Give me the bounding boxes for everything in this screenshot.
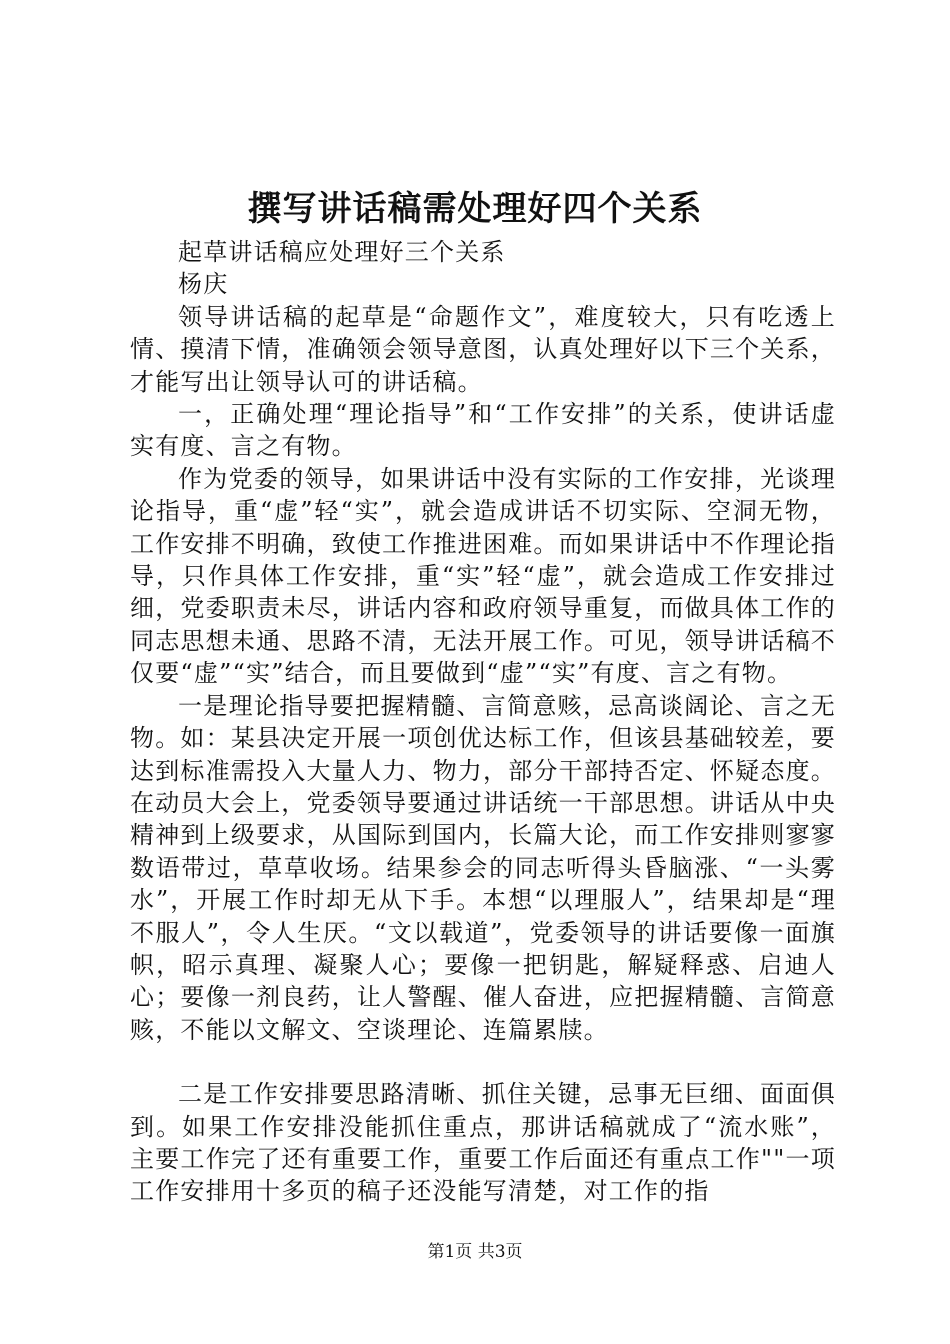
page-footer: 第1页 共3页 <box>427 1242 523 1262</box>
body-paragraph: 二是工作安排要思路清晰、抓住关键，忌事无巨细、面面俱到。如果工作安排没能抓住重点，那讲话稿就成了“流水账”，主要工作完了还有重要工作，重要工作后面还有重点工作""一项工作安排用十多页的稿子还没能写清楚，对工作的指 <box>130 1080 836 1206</box>
intro-paragraph: 领导讲话稿的起草是“命题作文”，难度较大，只有吃透上情、摸清下情，准确领会领导意图，认真处理好以下三个关系，才能写出让领导认可的讲话稿。 <box>130 302 836 396</box>
body-paragraph: 一是理论指导要把握精髓、言简意赅，忌高谈阔论、言之无物。如：某县决定开展一项创优达标工作，但该县基础较差，要达到标准需投入大量人力、物力，部分干部持否定、怀疑态度。在动员大会上，党委领导要通过讲话统一干部思想。讲话从中央精神到上级要求，从国际到国内，长篇大论，而工作安排则寥寥数语带过，草草收场。结果参会的同志听得头昏脑涨、“一头雾水”，开展工作时却无从下手。本想“以理服人”，结果却是“理不服人”，令人生厌。“文以载道”，党委领导的讲话要像一面旗帜，昭示真理、凝聚人心；要像一把钥匙，解疑释惑、启迪人心；要像一剂良药，让人警醒、催人奋进，应把握精髓、言简意赅，不能以文解文、空谈理论、连篇累牍。 <box>130 691 836 1044</box>
body-paragraph: 作为党委的领导，如果讲话中没有实际的工作安排，光谈理论指导，重“虚”轻“实”，就会造成讲话不切实际、空洞无物，工作安排不明确，致使工作推进困难。而如果讲话中不作理论指导，只作具体工作安排，重“实”轻“虚”，就会造成工作安排过细，党委职责未尽，讲话内容和政府领导重复，而做具体工作的同志思想未通、思路不清，无法开展工作。可见，领导讲话稿不仅要“虚”“实”结合，而且要做到“虚”“实”有度、言之有物。 <box>130 464 836 688</box>
page-title: 撰写讲话稿需处理好四个关系 <box>247 189 703 229</box>
author-paragraph: 杨庆 <box>178 270 229 299</box>
document-body <box>130 236 836 1208</box>
section-heading-paragraph: 一，正确处理“理论指导”和“工作安排”的关系，使讲话虚实有度、言之有物。 <box>130 400 836 461</box>
subtitle-paragraph: 起草讲话稿应处理好三个关系 <box>178 238 506 266</box>
